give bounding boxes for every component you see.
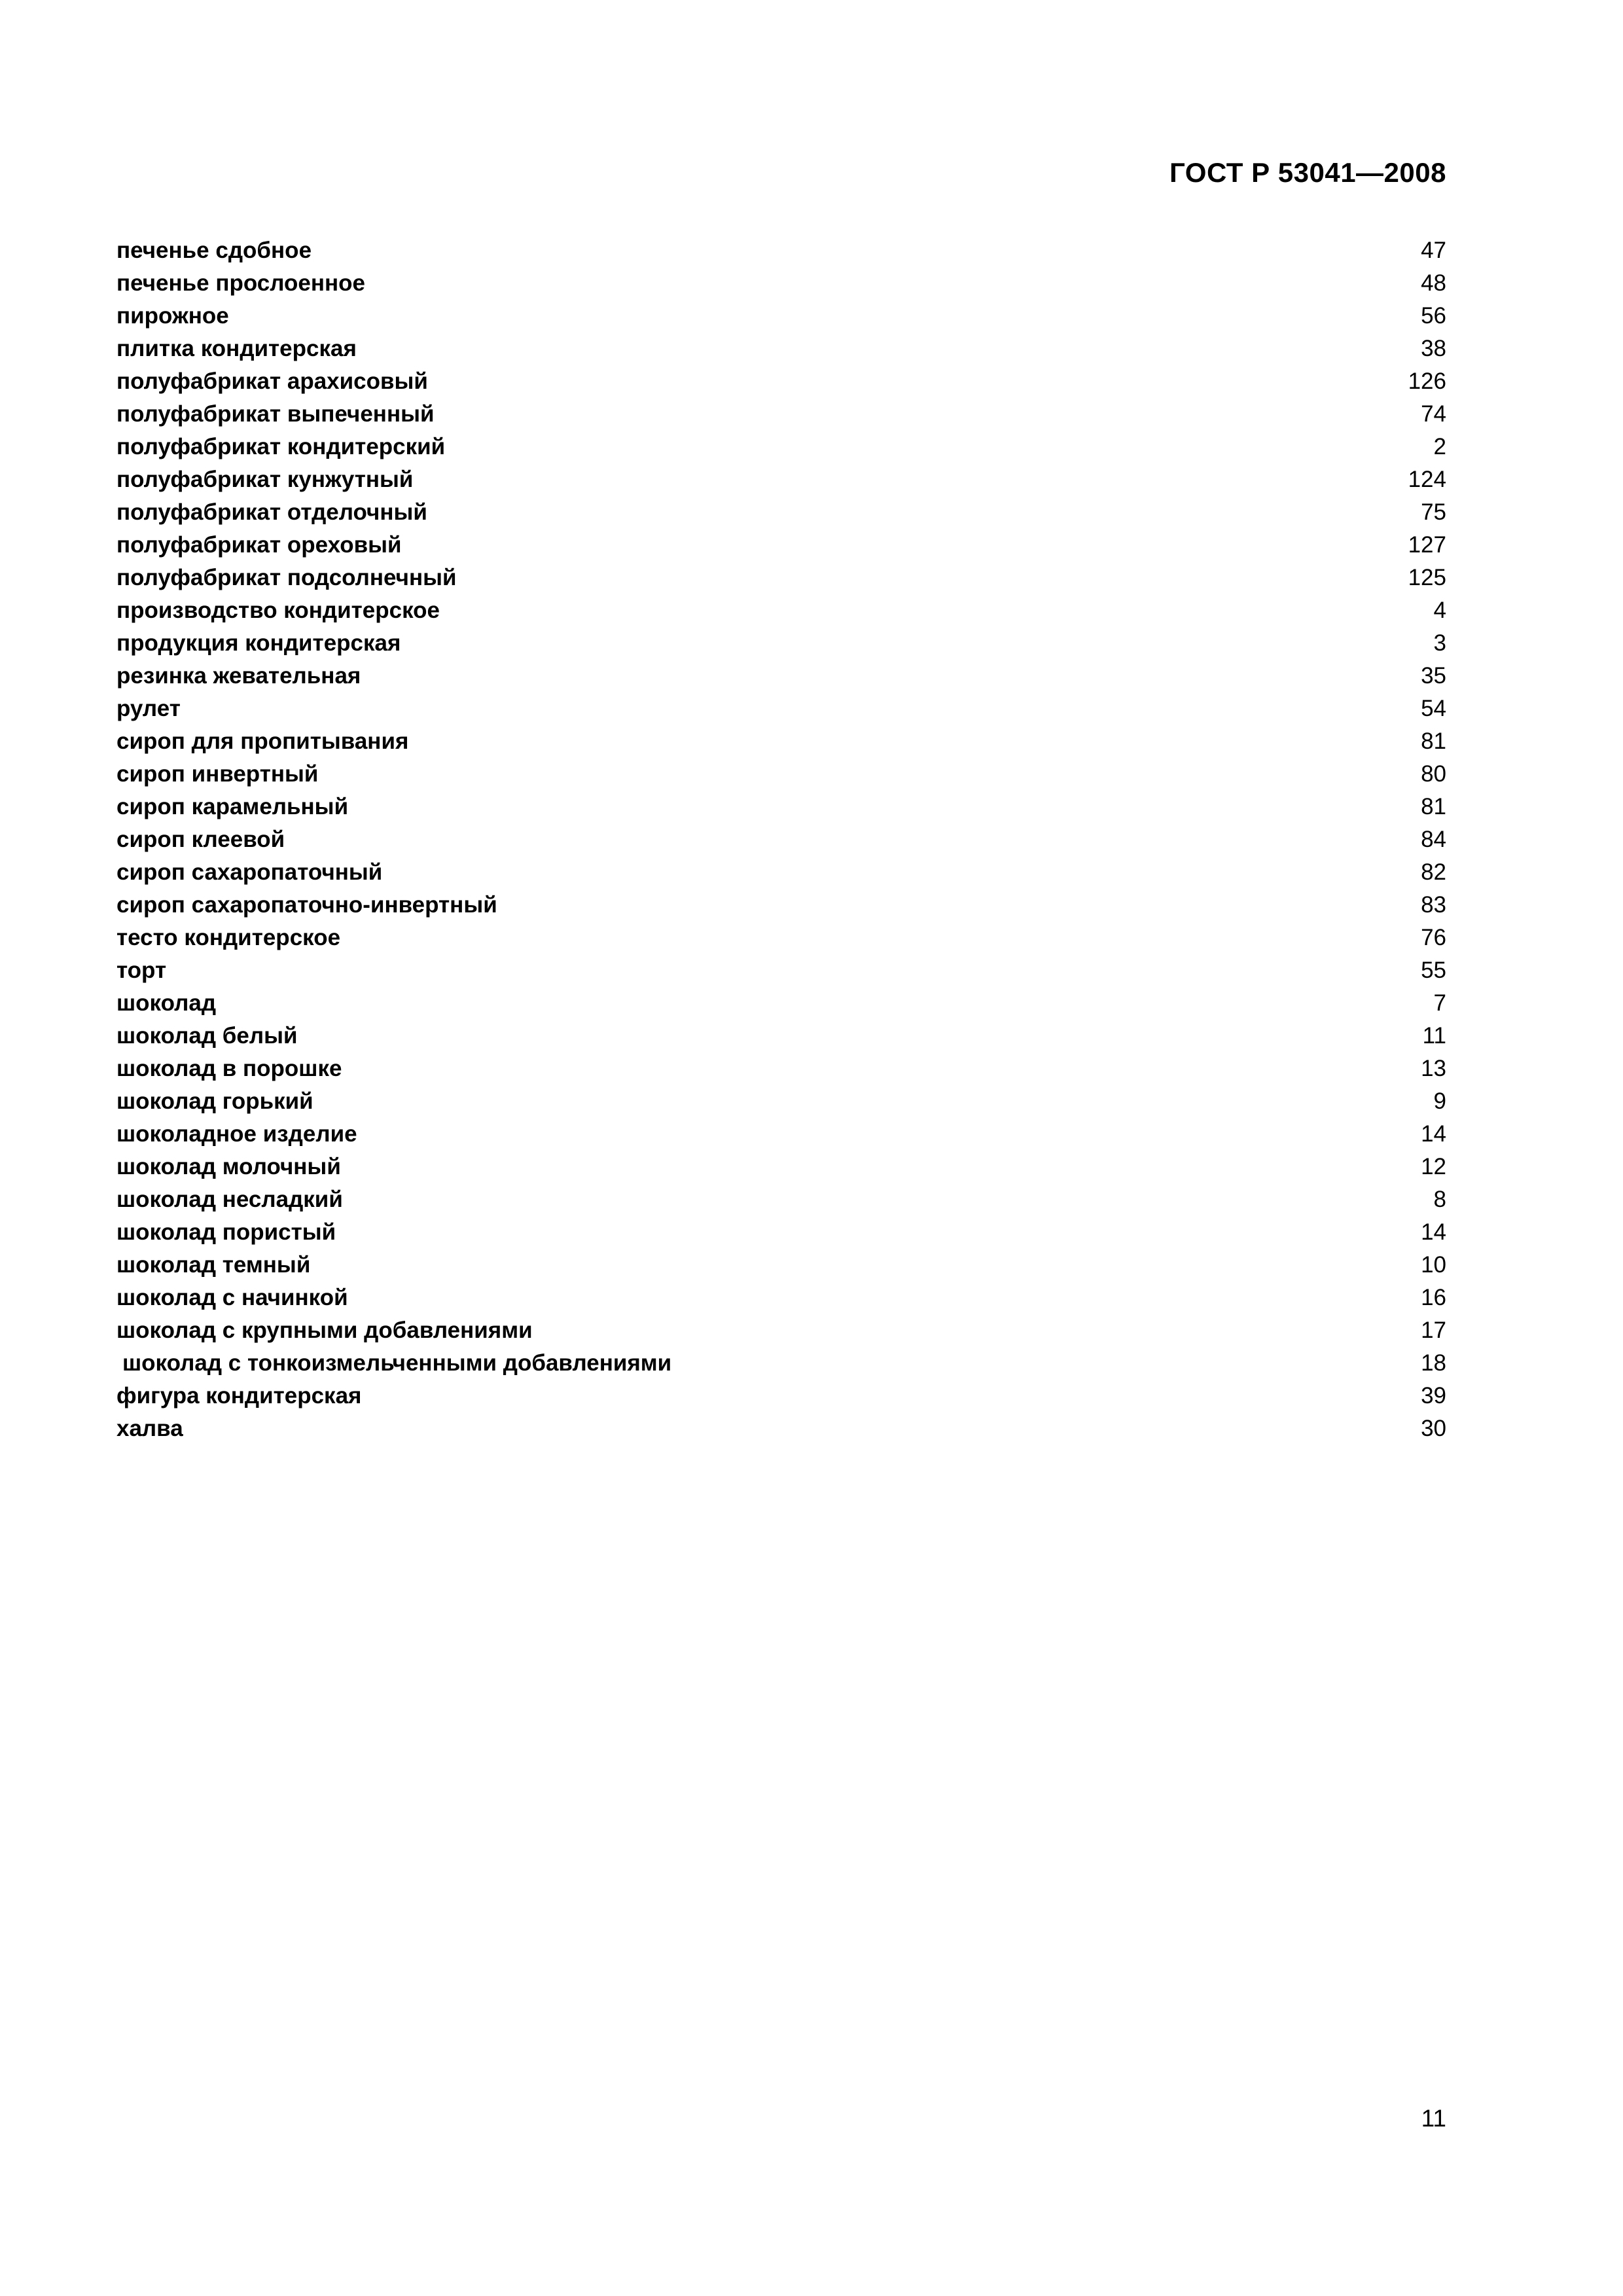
- index-term: сироп для пропитывания: [116, 728, 409, 754]
- index-entry: [116, 398, 1446, 431]
- index-entry: [116, 300, 1446, 332]
- index-entry: [116, 234, 1446, 267]
- index-term: печенье прослоенное: [116, 270, 366, 296]
- index-ref: 124: [1408, 467, 1446, 492]
- index-term: шоколад пористый: [116, 1219, 336, 1245]
- index-entry: [116, 627, 1446, 660]
- index-term: производство кондитерское: [116, 598, 440, 623]
- index-entry: [116, 496, 1446, 529]
- index-term: пирожное: [116, 303, 229, 329]
- index-term: резинка жевательная: [116, 663, 361, 689]
- index-term: торт: [116, 958, 167, 983]
- index-entry: [116, 660, 1446, 692]
- index-ref: 4: [1433, 598, 1446, 623]
- index-term: сироп сахаропаточно-инвертный: [116, 892, 497, 918]
- index-entry: [116, 692, 1446, 725]
- index-ref: 39: [1421, 1383, 1446, 1408]
- index-entry: [116, 954, 1446, 987]
- index-ref: 9: [1433, 1088, 1446, 1114]
- index-term: полуфабрикат подсолнечный: [116, 565, 457, 590]
- index-ref: 74: [1421, 401, 1446, 427]
- index-ref: 81: [1421, 794, 1446, 819]
- index-ref: 54: [1421, 696, 1446, 721]
- index-entry: [116, 889, 1446, 922]
- index-term: шоколад несладкий: [116, 1187, 343, 1212]
- index-term: плитка кондитерская: [116, 336, 357, 361]
- index-entry: [116, 332, 1446, 365]
- index-term: халва: [116, 1416, 183, 1441]
- index-entry: [116, 758, 1446, 791]
- index-term: шоколадное изделие: [116, 1121, 357, 1147]
- index-entry: [116, 1020, 1446, 1052]
- index-term: шоколад белый: [116, 1023, 298, 1049]
- index-ref: 30: [1421, 1416, 1446, 1441]
- index-ref: 48: [1421, 270, 1446, 296]
- index-entry: [116, 1282, 1446, 1314]
- index-ref: 14: [1421, 1219, 1446, 1245]
- index-term: полуфабрикат арахисовый: [116, 368, 428, 394]
- index-ref: 55: [1421, 958, 1446, 983]
- index-entry: [116, 856, 1446, 889]
- index-ref: 35: [1421, 663, 1446, 689]
- index-ref: 125: [1408, 565, 1446, 590]
- index-term: полуфабрикат выпеченный: [116, 401, 435, 427]
- index-entry: [116, 1052, 1446, 1085]
- standard-header: ГОСТ Р 53041—2008: [1169, 157, 1446, 188]
- index-term: сироп карамельный: [116, 794, 349, 819]
- index-entry: [116, 1380, 1446, 1412]
- index-ref: 47: [1421, 238, 1446, 263]
- index-entry: [116, 823, 1446, 856]
- index-entry: [116, 463, 1446, 496]
- index-entry: [116, 431, 1446, 463]
- index-term: шоколад с тонкоизмельченными добавлениями: [122, 1350, 672, 1376]
- index-ref: 84: [1421, 827, 1446, 852]
- index-term: рулет: [116, 696, 181, 721]
- index-term: сироп сахаропаточный: [116, 859, 383, 885]
- index-ref: 13: [1421, 1056, 1446, 1081]
- index-entry: [116, 562, 1446, 594]
- index-term: продукция кондитерская: [116, 630, 401, 656]
- index-term: полуфабрикат отделочный: [116, 499, 427, 525]
- index-ref: 75: [1421, 499, 1446, 525]
- index-ref: 83: [1421, 892, 1446, 918]
- index-entry: [116, 1151, 1446, 1183]
- index-entry: [116, 1314, 1446, 1347]
- index-term: сироп клеевой: [116, 827, 285, 852]
- index-ref: 2: [1433, 434, 1446, 459]
- index-ref: 56: [1421, 303, 1446, 329]
- index-term: сироп инвертный: [116, 761, 319, 787]
- index-entry: [116, 267, 1446, 300]
- index-term: шоколад с крупными добавлениями: [116, 1318, 533, 1343]
- index-ref: 16: [1421, 1285, 1446, 1310]
- index-entry: [116, 1216, 1446, 1249]
- index-term: шоколад горький: [116, 1088, 313, 1114]
- index-ref: 7: [1433, 990, 1446, 1016]
- index-ref: 82: [1421, 859, 1446, 885]
- index-term: печенье сдобное: [116, 238, 312, 263]
- index-term: полуфабрикат ореховый: [116, 532, 402, 558]
- index-entry: [116, 987, 1446, 1020]
- index-entry: [116, 1118, 1446, 1151]
- index-ref: 10: [1421, 1252, 1446, 1278]
- index-entry: [116, 1347, 1446, 1380]
- index-term: шоколад: [116, 990, 217, 1016]
- index-ref: 14: [1421, 1121, 1446, 1147]
- index-entry: [116, 1412, 1446, 1445]
- index-term: шоколад в порошке: [116, 1056, 342, 1081]
- index-ref: 18: [1421, 1350, 1446, 1376]
- index-ref: 17: [1421, 1318, 1446, 1343]
- index-entry: [116, 1249, 1446, 1282]
- index-term: фигура кондитерская: [116, 1383, 362, 1408]
- index-entry: [116, 529, 1446, 562]
- index-term: тесто кондитерское: [116, 925, 341, 950]
- index-entry: [116, 725, 1446, 758]
- alphabetical-index: [116, 234, 1446, 1445]
- index-ref: 3: [1433, 630, 1446, 656]
- index-ref: 8: [1433, 1187, 1446, 1212]
- index-ref: 76: [1421, 925, 1446, 950]
- index-term: полуфабрикат кондитерский: [116, 434, 446, 459]
- index-ref: 80: [1421, 761, 1446, 787]
- index-entry: [116, 1085, 1446, 1118]
- index-ref: 12: [1421, 1154, 1446, 1179]
- index-ref: 81: [1421, 728, 1446, 754]
- index-ref: 127: [1408, 532, 1446, 558]
- index-ref: 126: [1408, 368, 1446, 394]
- index-ref: 11: [1422, 1023, 1446, 1049]
- index-entry: [116, 922, 1446, 954]
- index-term: полуфабрикат кунжутный: [116, 467, 414, 492]
- index-term: шоколад молочный: [116, 1154, 341, 1179]
- page-number: 11: [1421, 2105, 1446, 2132]
- index-entry: [116, 594, 1446, 627]
- index-term: шоколад темный: [116, 1252, 311, 1278]
- index-ref: 38: [1421, 336, 1446, 361]
- index-entry: [116, 1183, 1446, 1216]
- index-entry: [116, 365, 1446, 398]
- index-term: шоколад с начинкой: [116, 1285, 348, 1310]
- index-entry: [116, 791, 1446, 823]
